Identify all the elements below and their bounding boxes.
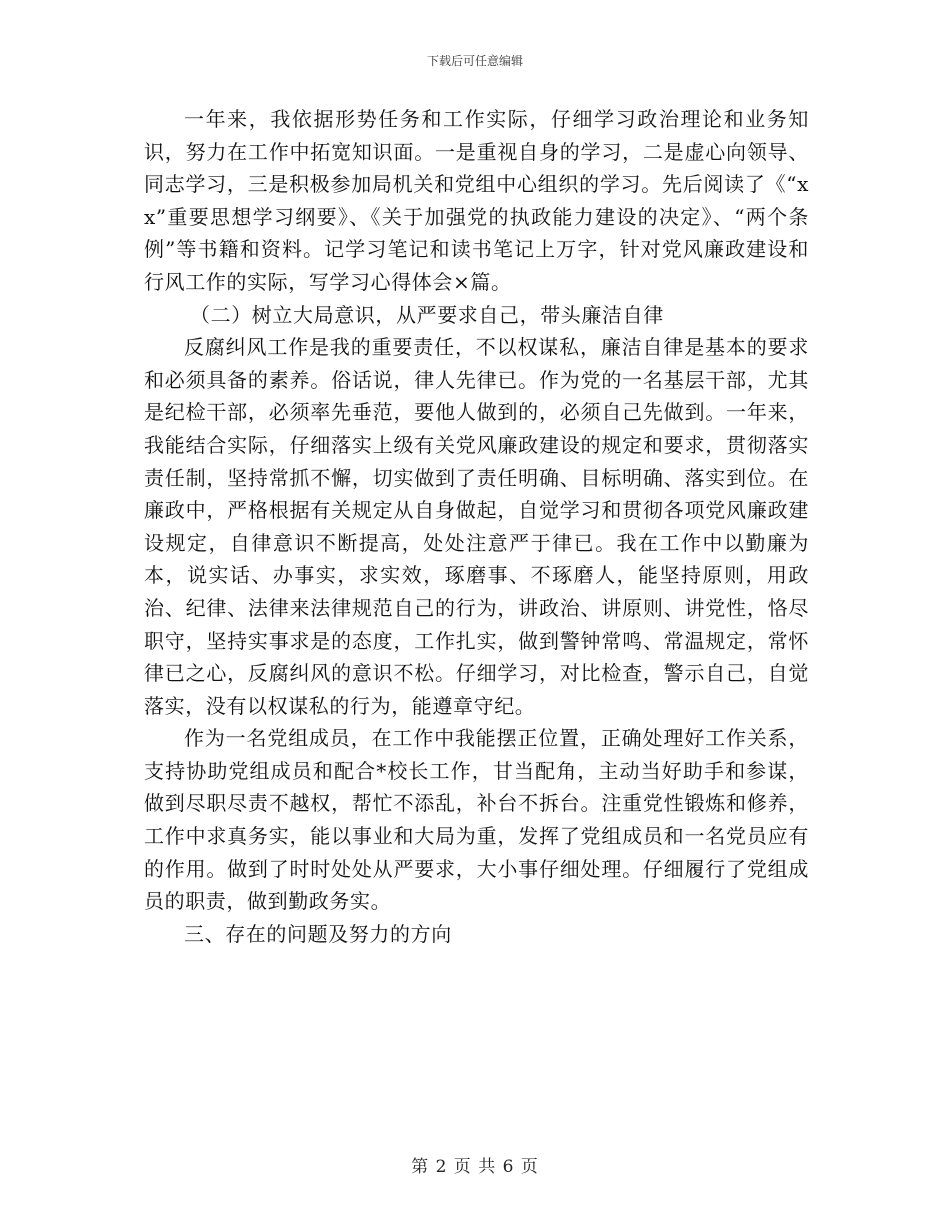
section-heading-problems: 三、存在的问题及努力的方向	[184, 921, 452, 946]
paragraph-anti-corruption: 反腐纠风工作是我的重要责任，不以权谋私，廉洁自律是基本的要求和必须具备的素养。俗话说，律人先律已。作为党的一名基层干部，尤其是纪检干部，必须率先垂范，要他人做到的，必须自己先做到。一年来，我能结合实际，仔细落实上级有关党风廉政建设的规定和要求，贯彻落实责任制，坚持常抓不懈，切实做到了责任明确、目标明确、落实到位。在廉政中，严格根据有关规定从自身做起，自觉学习和贯彻各项党风廉政建设规定，自律意识不断提高，处处注意严于律已。我在工作中以勤廉为本，说实话、办事实，求实效，琢磨事、不琢磨人，能坚持原则，用政治、纪律、法律来法律规范自己的行为，讲政治、讲原则、讲党性，恪尽职守，坚持实事求是的态度，工作扎实，做到警钟常鸣、常温规定，常怀律已之心，反腐纠风的意识不松。仔细学习，对比检查，警示自己，自觉落实，没有以权谋私的行为，能遵章守纪。	[144, 335, 809, 718]
paragraph-study: 一年来，我依据形势任务和工作实际，仔细学习政治理论和业务知识，努力在工作中拓宽知识面。一是重视自身的学习，二是虚心向领导、同志学习，三是积极参加局机关和党组中心组织的学习。先后阅读了《“xx”重要思想学习纲要》、《关于加强党的执政能力建设的决定》、“两个条例”等书籍和资料。记学习笔记和读书笔记上万字，针对党风廉政建设和行风工作的实际，写学习心得体会×篇。	[144, 107, 809, 294]
document-body	[144, 103, 809, 950]
page-number: 第 2 页 共 6 页	[411, 1157, 539, 1177]
page-header: 下载后可任意编辑	[426, 54, 523, 68]
paragraph-party-member: 作为一名党组成员，在工作中我能摆正位置，正确处理好工作关系，支持协助党组成员和配合*校长工作，甘当配角，主动当好助手和参谋，做到尽职尽责不越权，帮忙不添乱，补台不拆台。注重党性锻炼和修养，工作中求真务实，能以事业和大局为重，发挥了党组成员和一名党员应有的作用。做到了时时处处从严要求，大小事仔细处理。仔细履行了党组成员的职责，做到勤政务实。	[144, 726, 809, 914]
section-heading-integrity: （二）树立大局意识，从严要求自己，带头廉洁自律	[190, 302, 664, 327]
